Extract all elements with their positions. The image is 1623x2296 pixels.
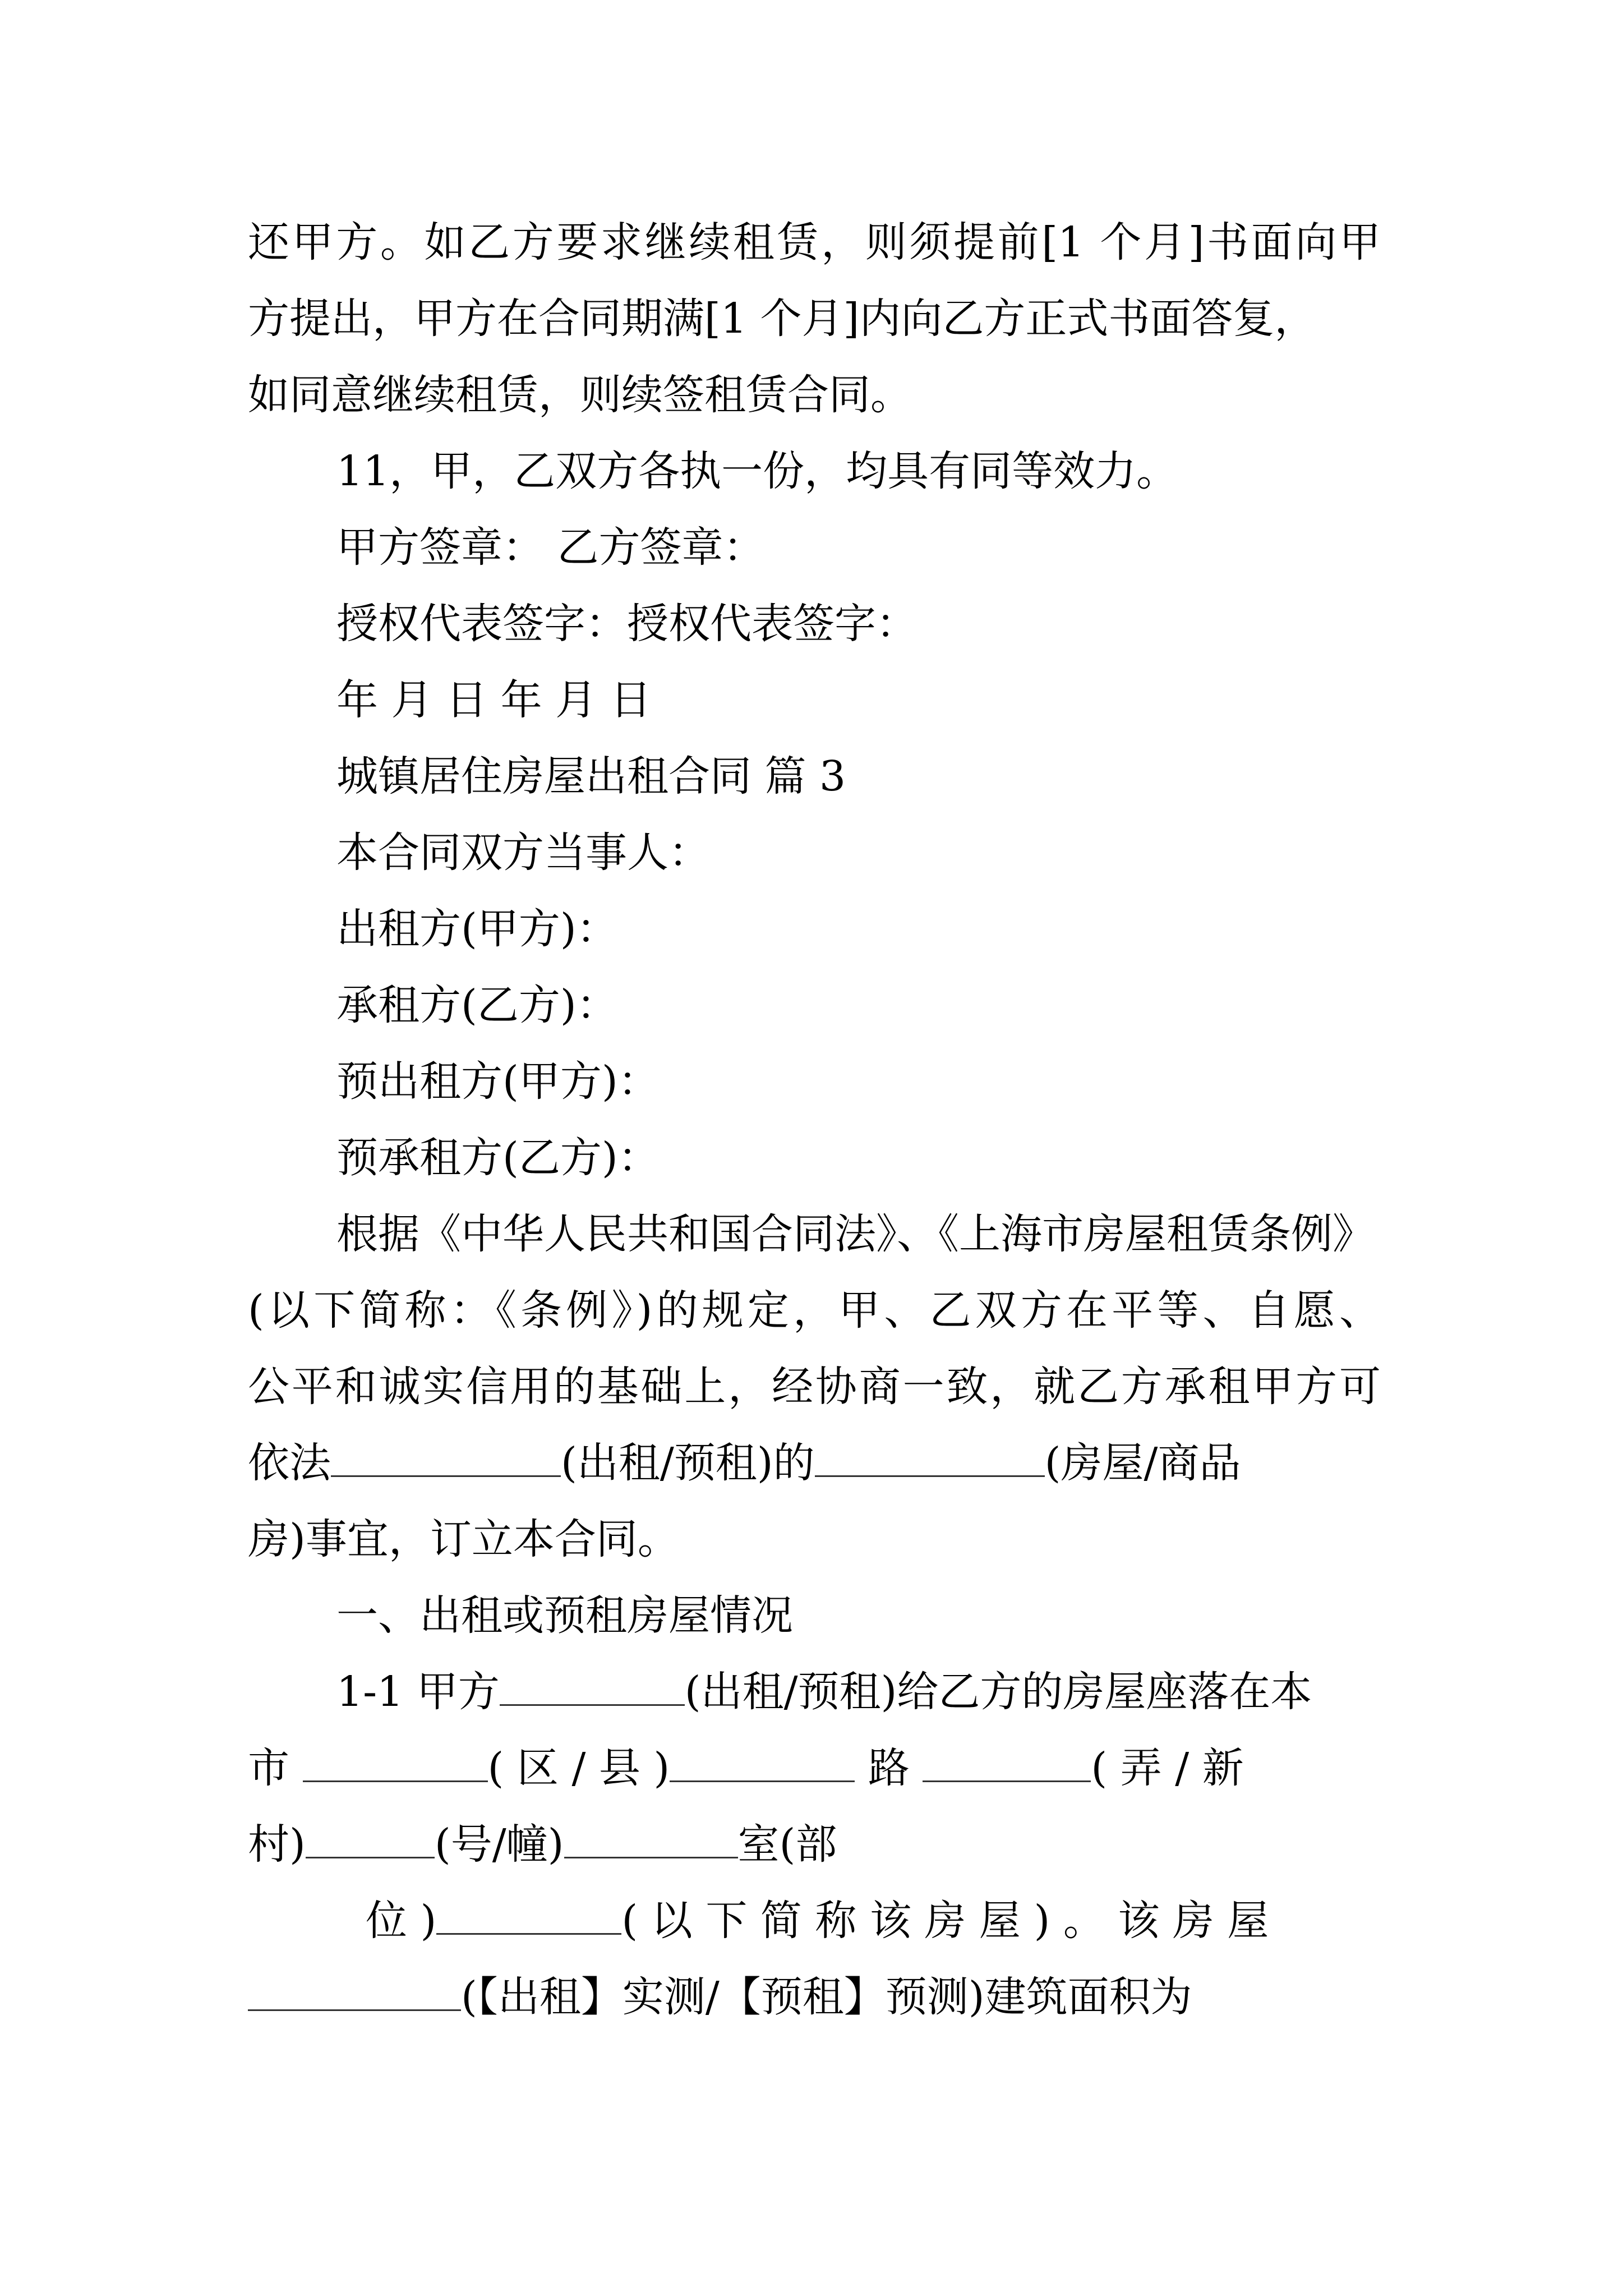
text-fragment: 位 ) [366,1897,437,1945]
text-line [366,1887,1381,1954]
party-line: 承租方(乙方)： [336,981,618,1029]
fill-blank [436,1894,621,1935]
text-line: 根据《中华人民共和国合同法》、《上海市房屋租赁条例》 [336,1210,1374,1258]
fill-blank [500,1665,685,1706]
text-line [248,1811,1381,1878]
text-line: 房)事宜，订立本合同。 [248,1515,679,1563]
section-title: 城镇居住房屋出租合同 篇 3 [336,752,846,800]
text-line [248,1429,1381,1497]
text-fragment: 市 [248,1744,303,1792]
party-line: 出租方(甲方)： [336,905,618,953]
date-line: 年 月 日 年 月 日 [336,676,652,724]
fill-blank [564,1818,738,1858]
fill-blank [815,1436,1045,1477]
text-line: (以下简称：《条例》)的规定，甲、乙双方在平等、自愿、 [248,1286,1381,1335]
text-line: 本合同双方当事人： [336,829,710,877]
text-fragment: (出租/预租)给乙方的房屋座落在本 [684,1668,1312,1716]
text-fragment: ( 以 下 简 称 该 房 屋 ) 。 该 房 屋 [621,1897,1269,1945]
text-fragment: 依法 [248,1439,331,1487]
text-line: 如同意继续租赁，则续签租赁合同。 [248,371,912,419]
text-fragment: ( 区 / 县 ) [487,1744,670,1792]
fill-blank [923,1741,1091,1782]
section-heading: 一、出租或预租房屋情况 [336,1591,793,1640]
text-fragment: (号/幢) [434,1820,564,1869]
text-fragment: 1-1 甲方 [336,1668,500,1716]
fill-blank [306,1818,435,1858]
fill-blank [303,1741,488,1782]
fill-blank [670,1741,855,1782]
fill-blank [331,1436,561,1477]
signature-line: 授权代表签字：授权代表签字： [336,600,917,648]
text-fragment: ( 弄 / 新 [1091,1744,1244,1792]
party-line: 预承租方(乙方)： [336,1134,660,1182]
text-line: 公平和诚实信用的基础上，经协商一致，就乙方承租甲方可 [248,1363,1381,1411]
text-fragment: (房屋/商品 [1044,1439,1241,1487]
fill-blank [248,1970,461,2011]
party-line: 预出租方(甲方)： [336,1057,660,1106]
text-line: 11，甲，乙双方各执一份，均具有同等效力。 [336,447,1178,495]
text-fragment: (出租/预租)的 [561,1439,815,1487]
signature-line: 甲方签章： 乙方签章： [336,523,765,572]
text-line [248,1963,1381,2031]
text-line: 方提出，甲方在合同期满[1 个月]内向乙方正式书面答复， [248,295,1316,343]
text-fragment: 路 [855,1744,923,1792]
text-line [336,1658,1381,1726]
text-fragment: 村) [248,1820,306,1869]
text-fragment: 室(部 [737,1820,837,1869]
text-fragment: (【出租】实测/【预租】预测)建筑面积为 [461,1973,1192,2021]
text-line: 还甲方。如乙方要求继续租赁，则须提前[1 个月]书面向甲 [248,218,1381,266]
text-line [248,1734,1381,1802]
